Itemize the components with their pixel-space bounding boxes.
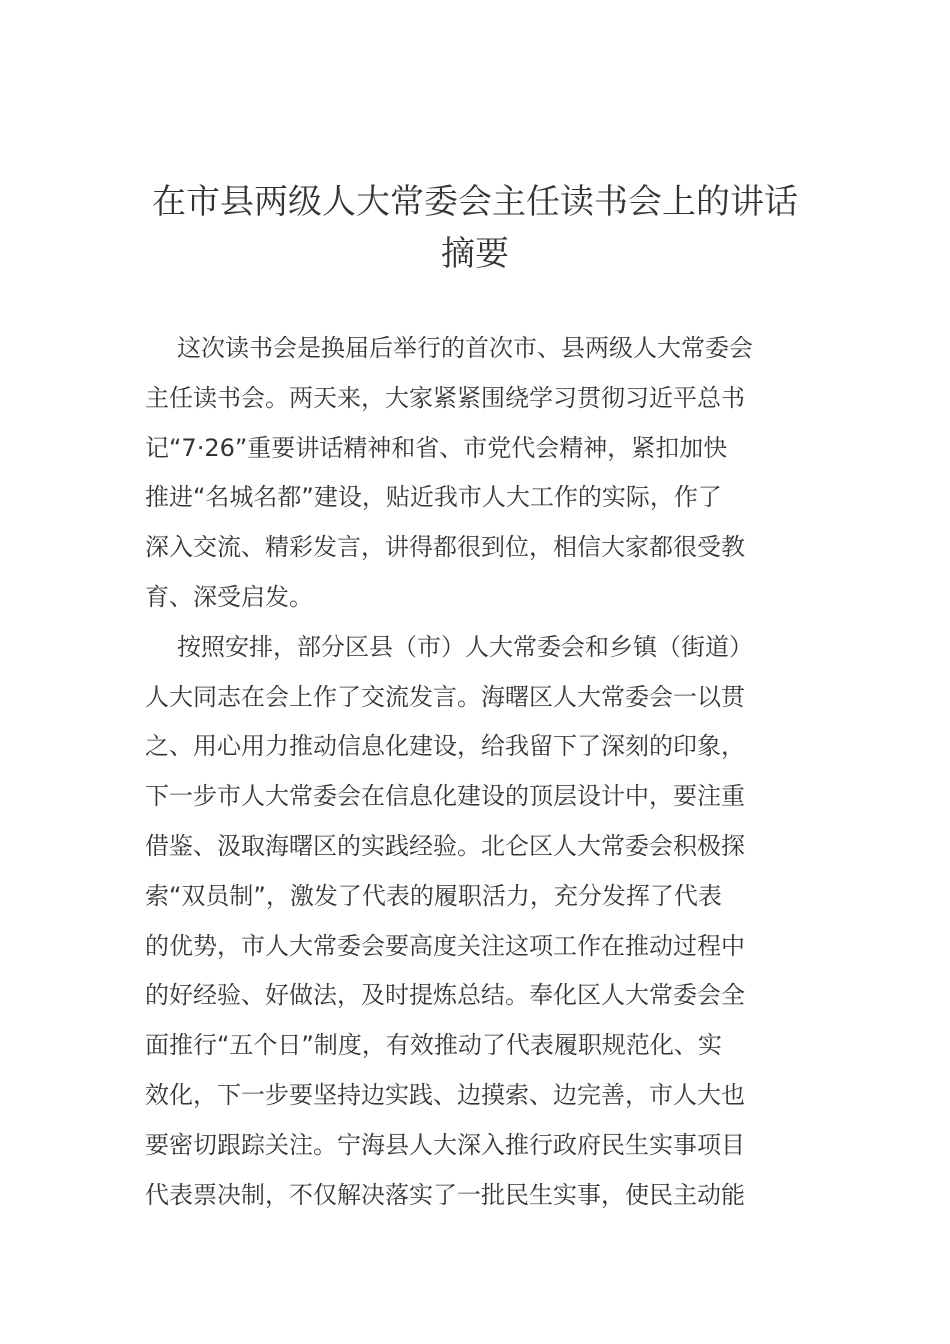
paragraph-line: 主任读书会。两天来，大家紧紧围绕学习贯彻习近平总书 (145, 383, 745, 412)
paragraph-line: 按照安排，部分区县（市）人大常委会和乡镇（街道） (177, 632, 753, 661)
paragraph-line: 的优势，市人大常委会要高度关注这项工作在推动过程中 (145, 931, 745, 960)
paragraph-1 (145, 324, 790, 623)
paragraph-line: 推进“名城名都”建设，贴近我市人大工作的实际，作了 (145, 483, 722, 512)
paragraph-line: 索“双员制”，激发了代表的履职活力，充分发挥了代表 (145, 881, 722, 910)
paragraph-line: 面推行“五个日”制度，有效推动了代表履职规范化、实 (145, 1031, 722, 1060)
paragraph-line: 效化，下一步要坚持边实践、边摸索、边完善，市人大也 (145, 1080, 745, 1109)
paragraph-line: 记“7·26”重要讲话精神和省、市党代会精神，紧扣加快 (145, 433, 728, 462)
document-body (145, 324, 790, 1220)
paragraph-line: 人大同志在会上作了交流发言。海曙区人大常委会一以贯 (145, 682, 745, 711)
paragraph-line: 育、深受启发。 (145, 582, 313, 611)
paragraph-line: 要密切跟踪关注。宁海县人大深入推行政府民生实事项目 (145, 1130, 745, 1159)
paragraph-line: 的好经验、好做法，及时提炼总结。奉化区人大常委会全 (145, 981, 745, 1010)
paragraph-line: 下一步市人大常委会在信息化建设的顶层设计中，要注重 (145, 782, 745, 811)
document-title: 在市县两级人大常委会主任读书会上的讲话摘要 (152, 182, 798, 274)
paragraph-2 (145, 623, 790, 1221)
paragraph-line: 借鉴、汲取海曙区的实践经验。北仑区人大常委会积极探 (145, 831, 745, 860)
paragraph-line: 深入交流、精彩发言，讲得都很到位，相信大家都很受教 (145, 533, 745, 562)
paragraph-line: 这次读书会是换届后举行的首次市、县两级人大常委会 (177, 334, 753, 362)
paragraph-line: 代表票决制，不仅解决落实了一批民生实事，使民主动能 (145, 1180, 745, 1209)
paragraph-line: 之、用心用力推动信息化建设，给我留下了深刻的印象， (145, 732, 745, 761)
